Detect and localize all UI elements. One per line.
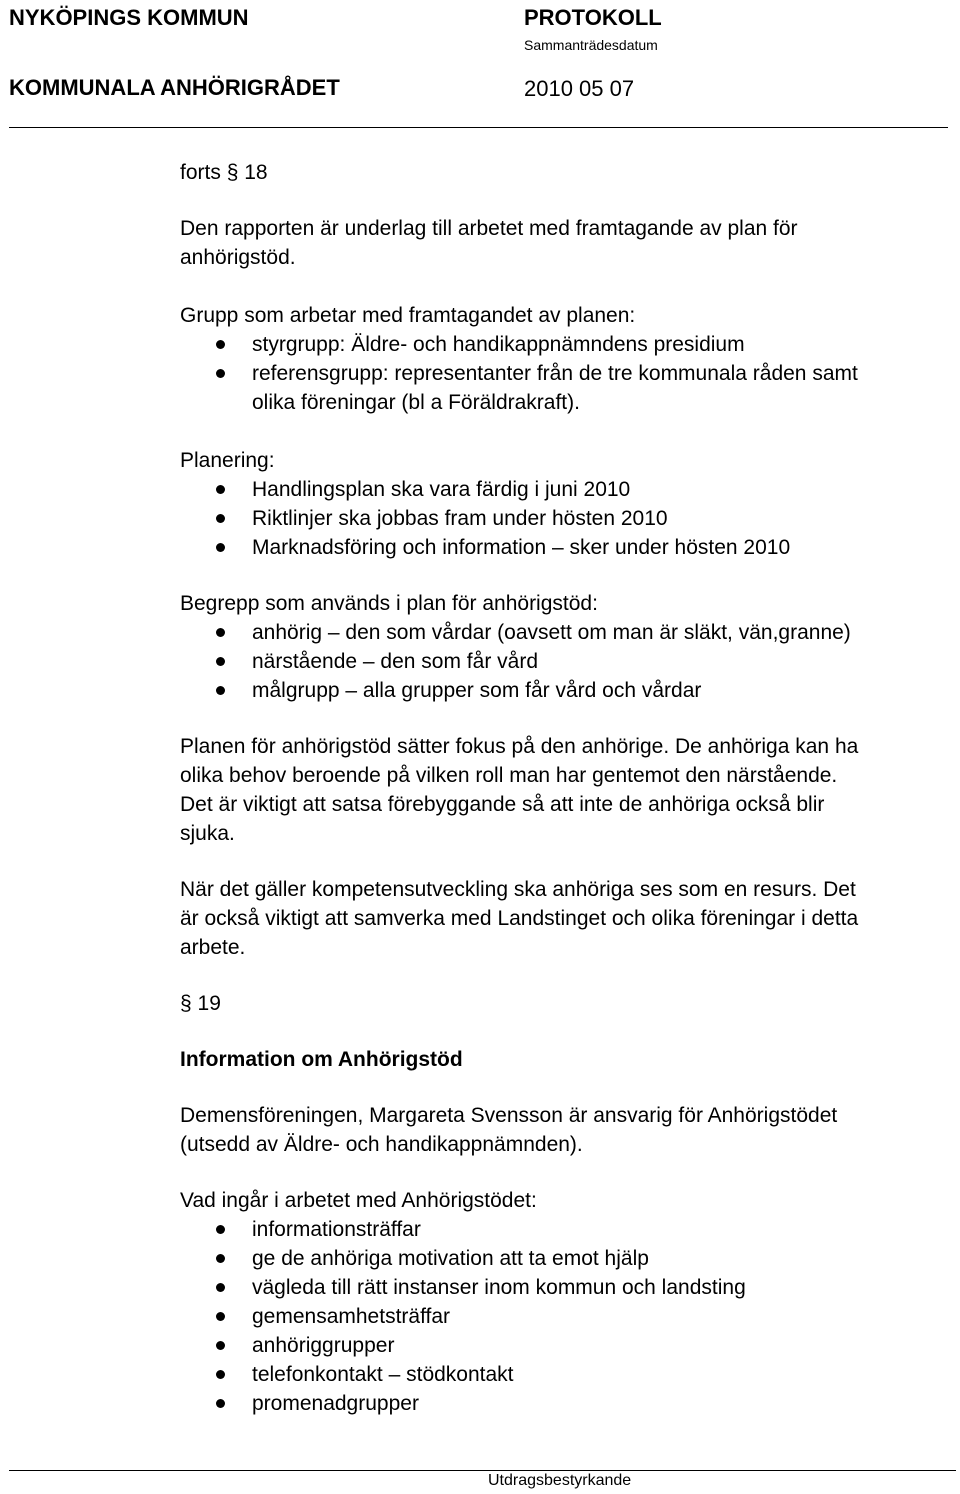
section-title: Information om Anhörigstöd xyxy=(180,1048,463,1071)
list-item: referensgrupp: representanter från de tre kommunala råden samt xyxy=(180,359,858,388)
group-intro: Grupp som arbetar med framtagandet av planen: xyxy=(180,304,636,327)
bullet-icon xyxy=(216,628,225,637)
section-symbol: § xyxy=(226,161,239,184)
focus-paragraph: Planen för anhörigstöd sätter fokus på den anhörige. De anhöriga kan ha olika behov beroende på vilken roll man har gentemot den närstående. Det är viktigt att satsa förebyggande så att inte de anhöriga också blir sjuka. xyxy=(180,735,859,845)
bullet-icon xyxy=(216,369,225,378)
work-intro: Vad ingår i arbetet med Anhörigstödet: xyxy=(180,1189,537,1212)
forts-heading: forts § 18 xyxy=(180,161,268,184)
list-item: närstående – den som får vård xyxy=(180,647,858,676)
bullet-icon xyxy=(216,1225,225,1234)
bullet-icon xyxy=(216,1341,225,1350)
list-item-continuation: olika föreningar (bl a Föräldrakraft). xyxy=(252,391,580,414)
list-item: Marknadsföring och information – sker under hösten 2010 xyxy=(180,533,858,562)
list-item: anhörig – den som vårdar (oavsett om man är släkt, vän,granne) xyxy=(180,618,858,647)
bullet-icon xyxy=(216,514,225,523)
meeting-date-label: Sammanträdesdatum xyxy=(524,37,658,53)
planning-intro: Planering: xyxy=(180,449,275,472)
council-name: KOMMUNALA ANHÖRIGRÅDET xyxy=(9,75,340,100)
bullet-icon xyxy=(216,1399,225,1408)
bullet-icon xyxy=(216,543,225,552)
bullet-icon xyxy=(216,657,225,666)
list-item: telefonkontakt – stödkontakt xyxy=(180,1360,858,1389)
list-item: ge de anhöriga motivation att ta emot hjälp xyxy=(180,1244,858,1273)
list-item: anhöriggrupper xyxy=(180,1331,858,1360)
list-item: Riktlinjer ska jobbas fram under hösten 2010 xyxy=(180,504,858,533)
bullet-icon xyxy=(216,686,225,695)
meeting-date: 2010 05 07 xyxy=(524,76,635,101)
list-item: promenadgrupper xyxy=(180,1389,858,1418)
list-item: styrgrupp: Äldre- och handikappnämndens presidium xyxy=(180,330,858,359)
terms-list xyxy=(180,618,858,705)
list-item: Handlingsplan ska vara färdig i juni 2010 xyxy=(180,475,858,504)
bullet-icon xyxy=(216,485,225,494)
dementia-paragraph: Demensföreningen, Margareta Svensson är ansvarig för Anhörigstödet (utsedd av Äldre- och handikappnämnden). xyxy=(180,1104,838,1156)
list-item: gemensamhetsträffar xyxy=(180,1302,858,1331)
bullet-icon xyxy=(216,340,225,349)
section-symbol: § xyxy=(180,992,192,1015)
bullet-icon xyxy=(216,1254,225,1263)
bullet-icon xyxy=(216,1283,225,1292)
footer-divider xyxy=(9,1470,956,1471)
report-paragraph: Den rapporten är underlag till arbetet med framtagande av plan för anhörigstöd. xyxy=(180,217,798,269)
certification-label: Utdragsbestyrkande xyxy=(488,1472,632,1489)
header-divider xyxy=(9,127,948,128)
competence-paragraph: När det gäller kompetensutveckling ska anhöriga ses som en resurs. Det är också viktigt att samverka med Landstinget och olika föreningar i detta arbete. xyxy=(180,878,859,959)
list-item: informationsträffar xyxy=(180,1215,858,1244)
bullet-icon xyxy=(216,1370,225,1379)
document-type: PROTOKOLL xyxy=(524,5,662,30)
municipality-name: NYKÖPINGS KOMMUN xyxy=(9,5,249,30)
bullet-icon xyxy=(216,1312,225,1321)
protocol-body xyxy=(180,158,858,1418)
list-item: målgrupp – alla grupper som får vård och vårdar xyxy=(180,676,858,705)
list-item: vägleda till rätt instanser inom kommun och landsting xyxy=(180,1273,858,1302)
work-list xyxy=(180,1215,858,1418)
terms-intro: Begrepp som används i plan för anhörigstöd: xyxy=(180,592,598,615)
group-list xyxy=(180,330,858,417)
section-number-heading: § 19 xyxy=(180,992,221,1015)
planning-list xyxy=(180,475,858,562)
